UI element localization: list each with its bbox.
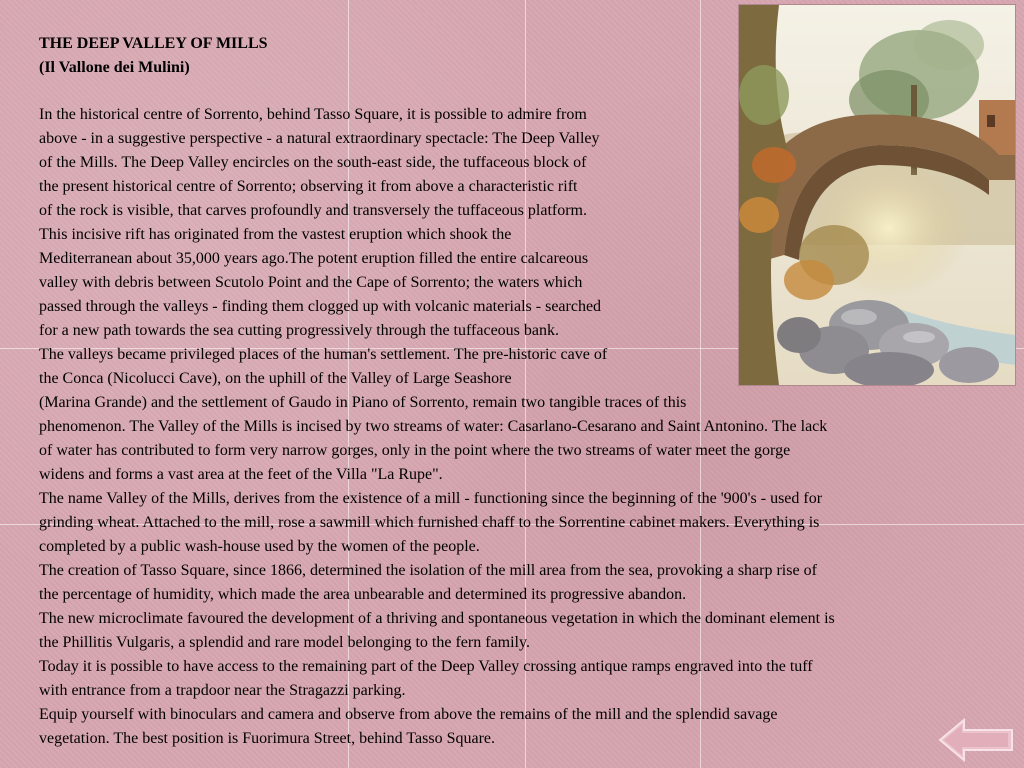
grid-line xyxy=(700,0,701,768)
text-line: the Conca (Nicolucci Cave), on the uphill of the Valley of Large Seashore xyxy=(39,370,512,387)
text-line: for a new path towards the sea cutting progressively through the tuffaceous bank. xyxy=(39,322,559,339)
back-button[interactable] xyxy=(938,718,1014,762)
text-line: widens and forms a vast area at the feet of the Villa "La Rupe". xyxy=(39,466,443,483)
page-subtitle: (Il Vallone dei Mulini) xyxy=(39,59,190,76)
text-line: the Phillitis Vulgaris, a splendid and rare model belonging to the fern family. xyxy=(39,634,530,651)
text-line: In the historical centre of Sorrento, behind Tasso Square, it is possible to admire from xyxy=(39,106,587,123)
text-line: of the Mills. The Deep Valley encircles on the south-east side, the tuffaceous block of xyxy=(39,154,587,171)
text-line: above - in a suggestive perspective - a natural extraordinary spectacle: The Deep Valley xyxy=(39,130,600,147)
text-line: of water has contributed to form very narrow gorges, only in the point where the two streams of water meet the gorge xyxy=(39,442,791,459)
text-line: the percentage of humidity, which made the area unbearable and determined its progressive abandon. xyxy=(39,586,687,603)
text-line: with entrance from a trapdoor near the Stragazzi parking. xyxy=(39,682,406,699)
text-line: of the rock is visible, that carves profoundly and transversely the tuffaceous platform. xyxy=(39,202,587,219)
text-line: the present historical centre of Sorrento; observing it from above a characteristic rift xyxy=(39,178,578,195)
text-line: Today it is possible to have access to the remaining part of the Deep Valley crossing antique ramps engraved into the tuff xyxy=(39,658,813,675)
text-line: phenomenon. The Valley of the Mills is incised by two streams of water: Casarlano-Cesarano and Saint Antonino. The lack xyxy=(39,418,828,435)
text-line: This incisive rift has originated from the vastest eruption which shook the xyxy=(39,226,512,243)
text-line: grinding wheat. Attached to the mill, rose a sawmill which furnished chaff to the Sorrentine cabinet makers. Everything is xyxy=(39,514,820,531)
text-line: The new microclimate favoured the development of a thriving and spontaneous vegetation in which the dominant element is xyxy=(39,610,835,627)
text-line: completed by a public wash-house used by the women of the people. xyxy=(39,538,480,555)
text-line: The creation of Tasso Square, since 1866, determined the isolation of the mill area from the sea, provoking a sharp rise of xyxy=(39,562,817,579)
painting-image xyxy=(738,4,1016,386)
text-line: passed through the valleys - finding them clogged up with volcanic materials - searched xyxy=(39,298,602,315)
text-line: (Marina Grande) and the settlement of Gaudo in Piano of Sorrento, remain two tangible traces of this xyxy=(39,394,687,411)
text-line: Equip yourself with binoculars and camera and observe from above the remains of the mill and the splendid savage xyxy=(39,706,778,723)
text-line: The valleys became privileged places of the human's settlement. The pre-historic cave of xyxy=(39,346,608,363)
text-line: Mediterranean about 35,000 years ago.The potent eruption filled the entire calcareous xyxy=(39,250,589,267)
arrow-left-icon xyxy=(938,718,1014,762)
text-line: valley with debris between Scutolo Point and the Cape of Sorrento; the waters which xyxy=(39,274,583,291)
page-title: THE DEEP VALLEY OF MILLS xyxy=(39,35,268,52)
text-line: The name Valley of the Mills, derives from the existence of a mill - functioning since the beginning of the '900's - used for xyxy=(39,490,823,507)
text-line: vegetation. The best position is Fuorimura Street, behind Tasso Square. xyxy=(39,730,495,747)
